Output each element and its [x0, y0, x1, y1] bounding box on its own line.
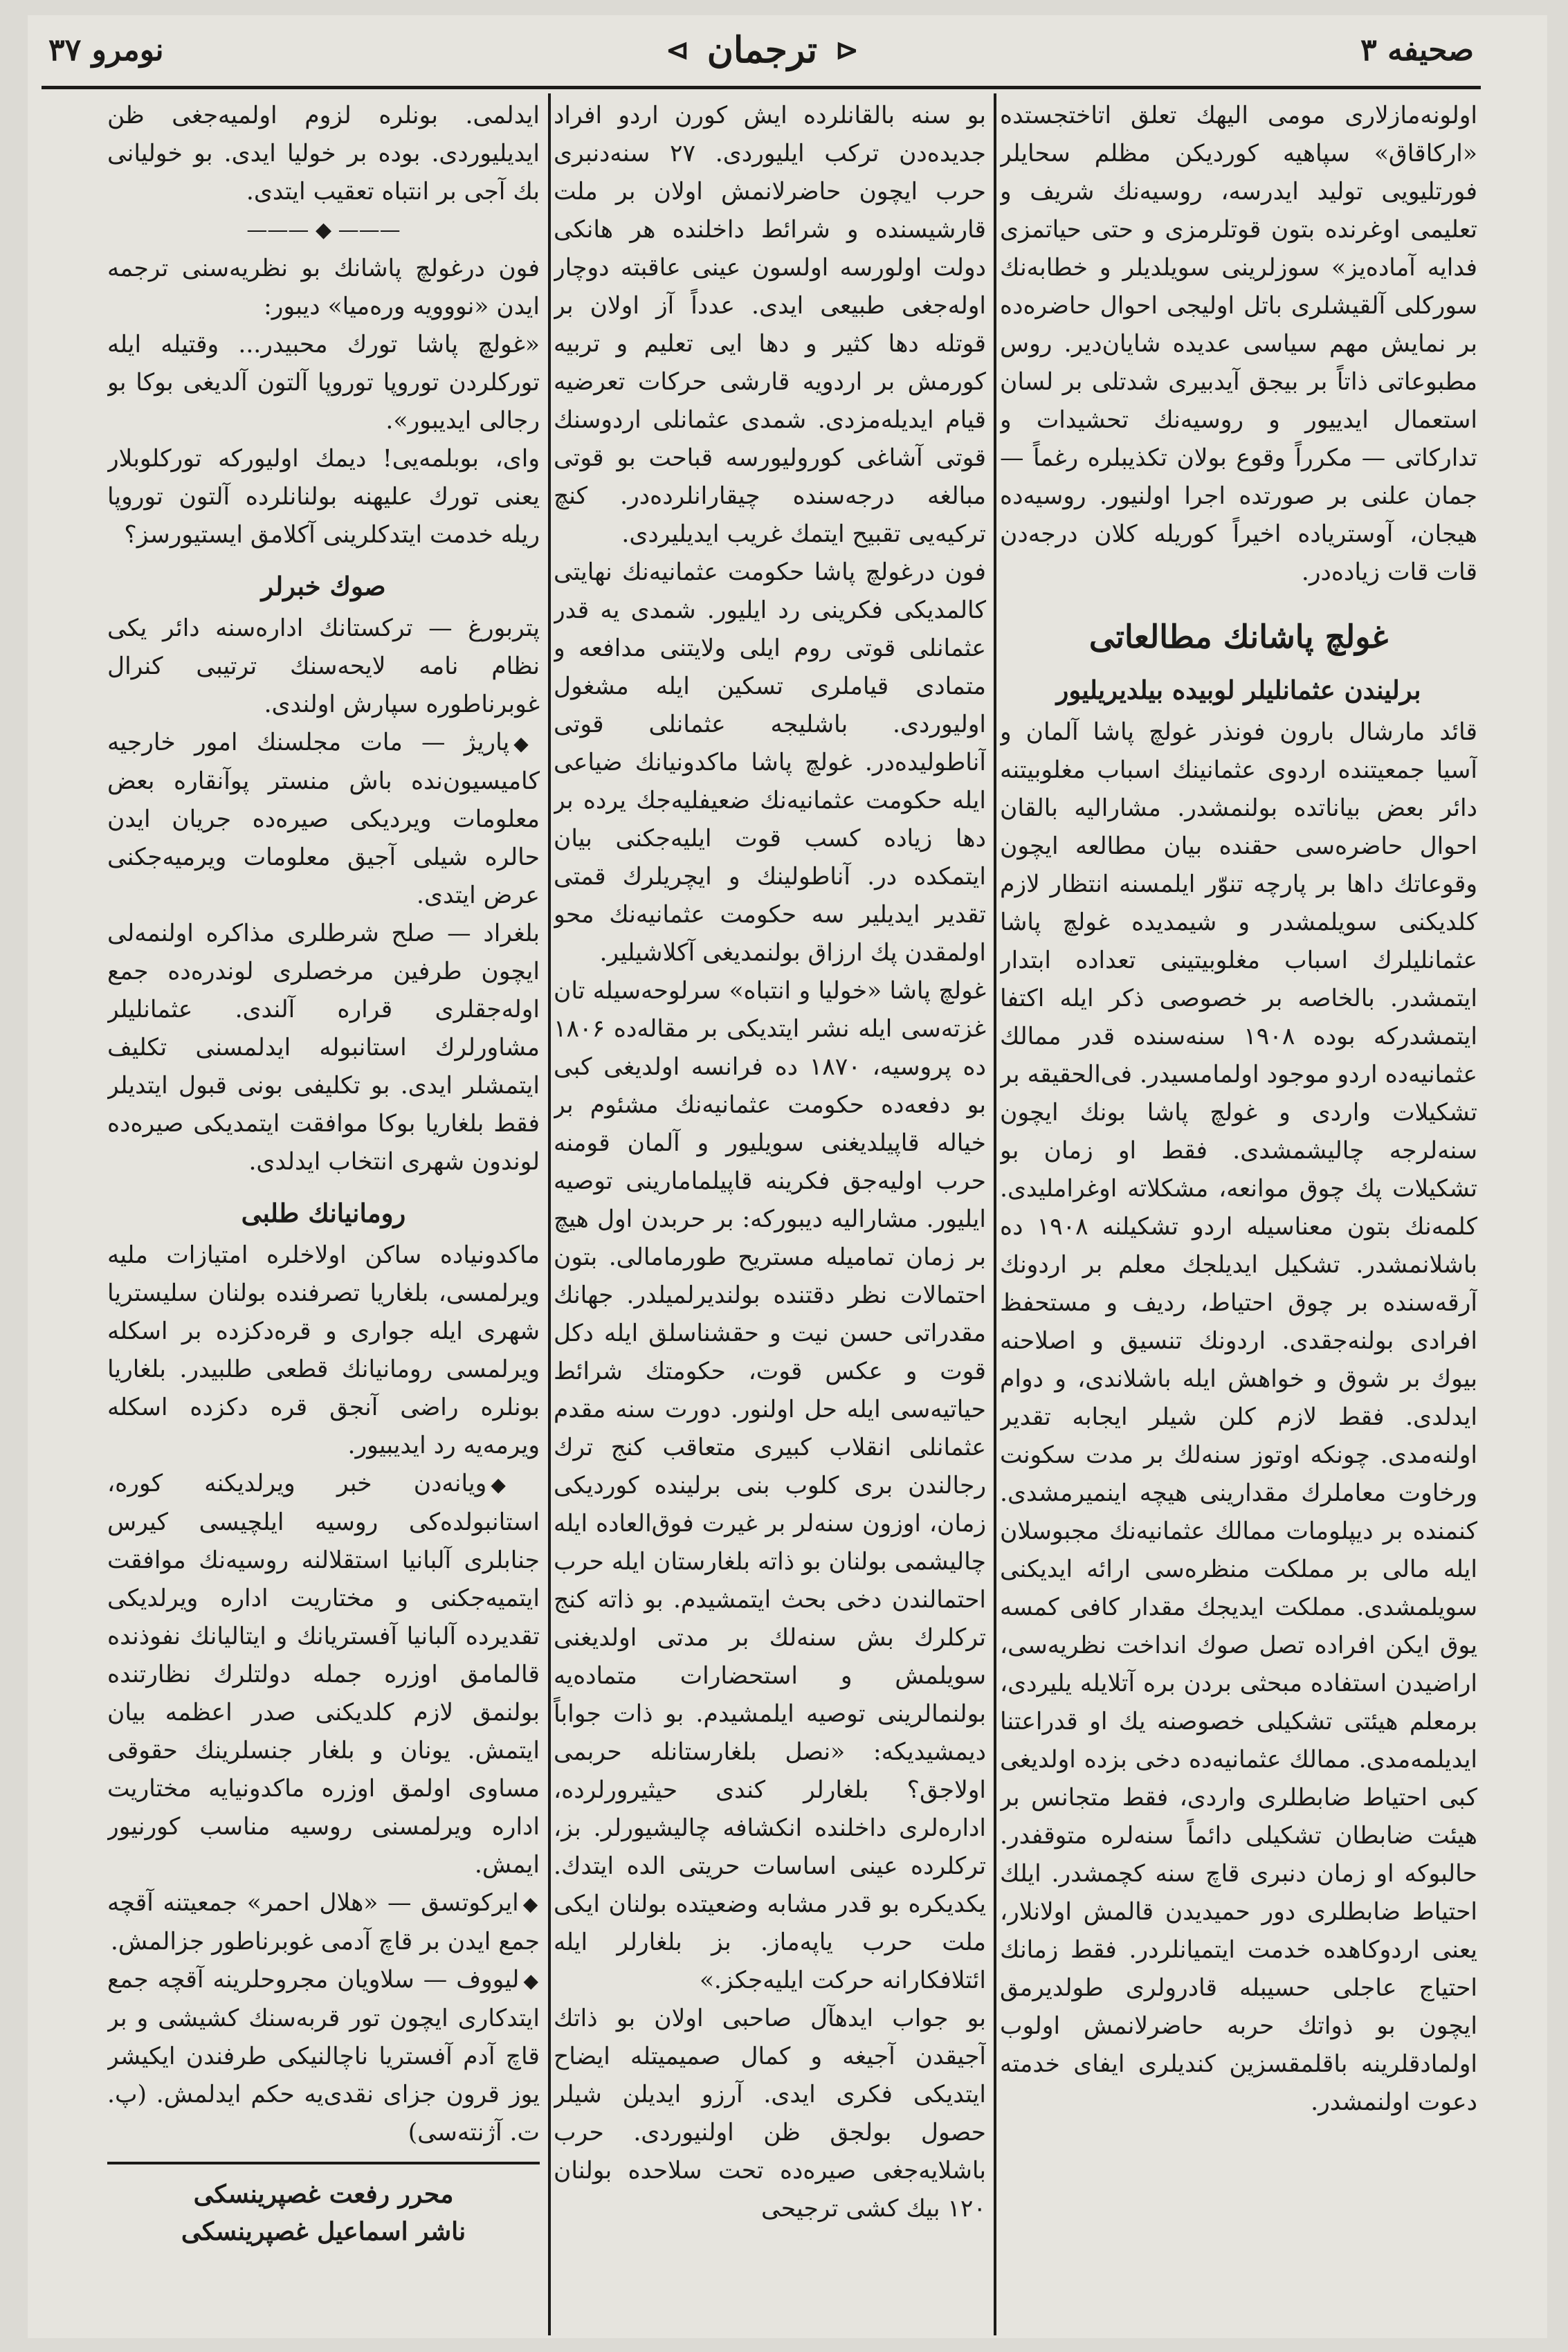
- header-rule: [42, 86, 1481, 89]
- article-text: فون درغولچ پاشانك بو نظریه‌سنی ترجمه ایدن «نووویه وره‌میا» دیبور:: [107, 255, 540, 320]
- article-subheading: برلیندن عثمانلیلر لوبیده بیلدیریلیور: [1056, 675, 1421, 705]
- article-text: ایدلمی. بونلره لزوم اولمیه‌جغی ظن ایدیلیوردی. بوده بر خولیا ایدی. بو خولیانی بك آجی بر انتباه تعقیب ایتدی.: [107, 102, 540, 206]
- news-item: پتربورغ — ترکستانك اداره‌سنه دائر یکی نظام نامه لایحه‌سنك ترتیبی کنرال غوبرناطوره سپارش اولندی.: [107, 614, 540, 718]
- masthead: [666, 29, 858, 71]
- ornament-left-icon: ⊳: [666, 33, 689, 66]
- diamond-bullet-icon: ◆: [513, 732, 540, 755]
- column-divider-right: [994, 93, 996, 2335]
- article-text: اولونه‌مازلاری مومی الیهك تعلق اتاختجستده «ارکاقاق» سپاهیه کوردیکن مظلم سحایلر فورتلیویی تولید ایدرسه، روسیه‌نك شریف و تعلیمی اوغرنده بتون قوتلرمزی و حتی حیاتمزی فدایه آماده‌یز» سوزلرینی سویلدیلر و خطابه‌نك سورکلی آلقیشلری باتل اولیجی احوال حاضره‌ده بر نمایش مهم سیاسی عدیده شایان‌دیر. روس مطبوعاتی ذاتاً بر بیجق آیدبیری شدتلی بر لسان استعمال ایدییور و روسیه‌نك تحشیدات و تدارکاتی — مکرراً وقوع بولان تکذیبلره رغماً — جمان علنی بر صورتده اجرا اولنیور. روسیه‌ده هیجان، آوستریاده اخیراً کوریله کلان درجه‌دن قات قات زیاده‌در.: [1000, 102, 1477, 586]
- ornament-right-icon: ⊲: [835, 33, 859, 66]
- article-text: غولچ پاشا «خولیا و انتباه» سرلوحه‌سیله تان غزته‌سی ایله نشر ایتدیکی بر مقاله‌ده ۱۸۰۶ ده پروسیه، ۱۸۷۰ ده فرانسه اولدیغی کبی بو دفعه‌ده حکومت عثمانیه‌نك مشئوم بر خیاله قاپیلدیغنی سویلیور و آلمان قومنه حرب اولیه‌جق فکرینه قاپیلمامارینی توصیه ایلیور. مشارالیه دیبورکه: بر حربدن اول هیچ بر زمان تمامیله مستریح طورمامالی. بتون احتمالات نظر دقتنده بولندیرلمیلدر. جهانك مقدراتی حسن نیت و حقشناسلق ایله دکل قوت و عکس قوت، حکومتك شرائط حیاتیه‌سی ایله حل اولنور. دورت سنه مقدم عثمانلی انقلاب کبیری متعاقب کنج ترك رجالندن بری کلوب بنی برلینده کوردیکی زمان، اوزون سنه‌لر بر غیرت فوق‌العاده ایله چالیشمی بولنان بو ذاته بلغارستان ایله حرب احتمالندن دخی بحث ایتمشیدم. بو ذاته کنج ترکلرك بش سنه‌لك بر مدتی اولدیغنی سویلمش و استحضارات متماده‌یه بولنمالرینی توصیه ایلمشیدم. بو ذات جواباً دیمشیدیکه: «نصل بلغارستانله حربمی اولاجق؟ بلغارلر کندی حیثیرورلرده، اداره‌لری داخلنده انکشافه چالیشیورلر. بز، ترکلرده عینی اساسات حریتی الده ایتدك. یکدیکره بو قدر مشابه وضعیتده بولنان ایکی ملت حرب یاپه‌ماز. بز بلغارلر ایله ائتلافکارانه حرکت ایلیه‌جکز.»: [554, 977, 986, 1994]
- signature-block: [107, 2162, 540, 2250]
- article-text: بو جواب ایدهآل صاحبی اولان بو ذاتك آجیقدن آجیغه و کمال صمیمیتله ایضاح ایتدیکی فکری ایدی. آرزو ایدیلن شیلر حصول بولجق ظن اولنیوردی. حرب باشلایه‌جغی صیره‌ده تحت سلاحده بولنان ۱۲۰ بیك کشی ترجیحی: [554, 2005, 986, 2223]
- article-text: قائد مارشال بارون فونذر غولچ پاشا آلمان و آسیا جمعیتنده اردوی عثمانینك اسباب مغلوبیتنه دائر بعض بیاناتده بولنمشدر. مشارالیه بالقان احوال حاضره‌سی حقنده بیان مطالعه ایچون وقوعاتك داها بر پارچه تنوّر ایلمسنه انتظار لازم کلدیکنی سویلمشدر و شیمدیده غولچ پاشا عثمانلیلرك اسباب مغلوبیتینی تعداده ابتدار ایتمشدر. بالخاصه بر خصوصی ذکر ایله اکتفا ایتمشدرکه بوده ۱۹۰۸ سنه‌سنده قدر ممالك عثمانیه‌ده اردو موجود اولمامسیدر. فی‌الحقیقه بر تشکیلات واردی و غولچ پاشا بونك ایچون سنه‌لرجه چالیشمشدی. فقط او زمان بو تشکیلات پك چوق موانعه، مشکلاته اوغراملیدی. کلمه‌نك بتون معناسیله اردو تشکیلنه ۱۹۰۸ ده باشلانمشدر. تشکیل ایدیلجك معلم بر اردونك آرقه‌سنده بر چوق احتیاط، ردیف و مستحفظ افرادی بولنه‌جقدی. اردونك تنسیق و اصلاحنه بیوك بر شوق و خواهش ایله باشلاندی، و دوام ایدلدی. فقط لازم کلن شیلر ایجابه تقدیر اولنه‌مدی. چونکه اوتوز سنه‌لك بر مدت سکونت ورخاوت معاملرك مقدارینی هیچه اینمیرمشدی. کنمنده بر دیپلومات ممالك عثمانیه‌نك مجبوسلان ایله مالی بر مملکت منظره‌سی ارائه ایدیکنی سویلمشدی. مملکت ایدیجك مقدار کافی کمسه یوق ایکن افراده تصل صوك انداخت نظریه‌سی، اراضیدن استفاده مبحثی بردن بره آتلایله یلیردی، برمعلم هیئتی تشکیلی خصوصنه یك او قدراعتنا ایدیلمه‌مدی. ممالك عثمانیه‌ده دخی بزده اولدیغی کبی احتیاط ضابطلری واردی، فقط متجانس بر هیئت ضابطان تشکیلی دائماً سنه‌لره متوقفدر. حالبوکه او زمان دنبری قاچ سنه کچمشدر. ایلك احتیاط ضابطلری دور حمیدیدن قالمش اولانلار، یعنی اردوکاهده خدمت ایتمیانلردر. فقط زمانك احتیاج عاجلی حسیبله قادرولری طولدیرمق ایچون بو ذواتك حربه حاضرلانمش اولوب اولمادقلرینه باقلمقسزین کندیلری ایفای خدمته دعوت اولنمشدر.: [1000, 718, 1477, 2116]
- article-text: وای، بوبلمه‌یی! دیمك اولیورکه تورکلوبلار یعنی تورك علیهنه بولنانلرده آلتون توروپا ریله خدمت ایتدکلرینی آکلامق ایستیورسز؟: [107, 445, 540, 549]
- article-heading: غولچ پاشانك مطالعاتی: [1088, 618, 1389, 655]
- news-item-text: لیووف — سلاویان مجروحلرینه آقچه جمع ایتدکاری ایچون تور قربه‌سنك کشیشی و بر قاچ آدم آفستریا ناچالنیکی طرفندن ایکیشر یوز قرون جزای نقدی‌یه حکم ایدلمش. (پ. ت. آژنته‌سی): [107, 1966, 540, 2146]
- diamond-bullet-icon: ◆: [491, 1473, 540, 1496]
- news-item-text: ویانه‌دن خبر ویرلدیکنه کوره، استانبولده‌کی روسیه ایلچیسی کیرس جنابلری آلبانیا استقلالنه روسیه‌نك موافقت ایتمیه‌جکنی و مختاریت اداره ویرلدیکی تقدیرده آلبانیا آفستریانك و ایتالیانك نفوذنده قالمامق اوزره جمله دولتلرك نظارتنده بولنمق لازم کلدیکنی صدر اعظمه بیان ایتمش. یونان و بلغار جنسلرینك حقوقی مساوی اولمق اوزره ماکدونیایه مختاریت اداره ویرلمسنی روسیه مناسب کورنیور ایمش.: [107, 1470, 540, 1879]
- section-divider-icon: ——— ◆ ———: [246, 218, 401, 242]
- news-item-text: پاریژ — مات مجلسنك امور خارجیه کامیسیون‌نده باش منستر پوآنقاره بعض معلومات ویردیکی صیره‌ده جریان ایدن حالره شیلی آجیق معلومات ویرمیه‌جکنی عرض ایتدی.: [107, 729, 540, 909]
- page-number: صحیفه ۳: [1360, 32, 1474, 68]
- issue-number: نومرو ۳۷: [48, 32, 164, 68]
- column-divider-left: [548, 93, 551, 2335]
- page-header: [48, 17, 1474, 83]
- news-heading: رومانیانك طلبی: [241, 1198, 406, 1228]
- news-item: [107, 1465, 540, 1884]
- article-text: فون درغولچ پاشا حکومت عثمانیه‌نك نهایتی کالمدیکی فکرینی رد ایلیور. شمدی یه قدر عثمانلی قوتی روم ایلی ولایتنی مدافعه و متمادی قیاملری تسکین ایله مشغول اولیوردی. باشلیجه عثمانلی قوتی آناطولیده‌در. غولچ پاشا ماکدونیانك ضیاعی ایله حکومت عثمانیه‌نك ضعیفلیه‌جك یرده بر دها زیاده کسب قوت ایلیه‌جکنی بیان ایتمکده در. آناطولینك و ایچریلرك قمتی تقدیر ایدیلیر سه حکومت عثمانیه‌نك محو اولمقدن پك ارزاق بولنمدیغی آکلاشیلیر.: [554, 558, 986, 967]
- editor-signature: محرر رفعت غصپرینسکی: [193, 2180, 454, 2209]
- newspaper-name: ترجمان: [706, 28, 818, 71]
- article-text: «غولچ پاشا تورك محبیدر... وقتیله ایله تورکلردن توروپا توروپا آلتون آلدیغی بوکا بو رجالی ایدیبور».: [107, 331, 540, 435]
- column-right: [1000, 97, 1477, 2332]
- diamond-bullet-icon: ◆: [522, 1893, 540, 1915]
- column-middle: [554, 97, 986, 2332]
- article-text: بو سنه بالقانلرده ایش کورن اردو افراد جدیده‌دن ترکب ایلیوردی. ۲۷ سنه‌دنبری حرب ایچون حاضرلانمش اولان بر ملت قارشیسنده و شرائط داخلنده هر هانکی دولت اولورسه اولسون عینی عاقبته دوچار اوله‌جغی طبیعی ایدی. عدداً آز اولان بر قوتله دها کثیر و دها ایی تعلیم و تربیه کورمش بر اردویه قارشی حرکات تعرضیه قیام ایدیله‌مزدی. شمدی عثمانلی اردوسنك قوتی آشاغی کورولیورسه قباحت بو قوتی مبالغه درجه‌سنده چیقارانلرده‌در. کنچ ترکیه‌یی تقبیح ایتمك غریب ایدیلیردی.: [554, 102, 986, 548]
- diamond-bullet-icon: ◆: [523, 1969, 540, 1992]
- news-heading: صوك خبرلر: [261, 571, 386, 601]
- news-item: [107, 1884, 540, 1961]
- news-item: ماکدونیاده ساکن اولاخلره امتیازات ملیه ویرلمسی، بلغاریا تصرفنده بولنان سلیستریا شهری ایله جواری و قره‌دکزده بر اسکله ویرلمسی رومانیانك قطعی طلبیدر. بلغاریا بونلره راضی آنجق قره دکزده اسکله ویرمه‌یه رد ایدیبیور.: [107, 1241, 540, 1459]
- publisher-signature: ناشر اسماعیل غصپرینسکی: [181, 2217, 466, 2246]
- news-item: [107, 1961, 540, 2152]
- news-item-text: ایرکوتسق — «هلال احمر» جمعیتنه آقچه جمع ایدن بر قاچ آدمی غوبرناطور جزالمش.: [107, 1889, 540, 1956]
- column-left: [107, 97, 540, 2332]
- news-item: بلغراد — صلح شرطلری مذاکره اولنمه‌لی ایچون طرفین مرخصلری لوندره‌ده جمع اوله‌جقلری قراره آلندی. عثمانلیلر مشاورلرك استانبوله ایدلمسنی تکلیف ایتمشلر ایدی. بو تکلیفی بونی قبول ایتدیلر فقط بلغاریا بوکا موافقت ایتمدیکی صیره‌ده لوندون شهری انتخاب ایدلدی.: [107, 920, 540, 1176]
- news-item: [107, 724, 540, 915]
